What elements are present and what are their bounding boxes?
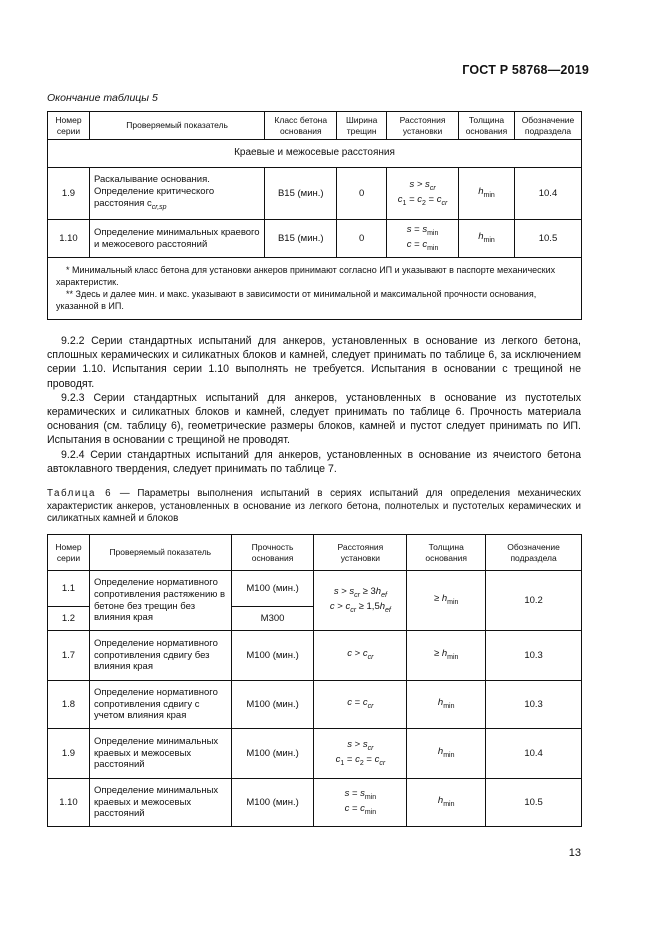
table-row (48, 729, 582, 779)
base-thickness: $h_{min}$ (407, 779, 486, 827)
table-row (48, 779, 582, 827)
table5-col-param: Проверяемый показатель (89, 112, 264, 140)
base-thickness: $h_{min}$ (459, 220, 515, 258)
series-number: 1.8 (48, 681, 90, 729)
table6-header-row (48, 535, 582, 571)
table-row (48, 681, 582, 729)
table5-footnote-row (48, 258, 582, 320)
footnote-2: ** Здесь и далее мин. и макс. указывают в зависимости от минимальной и максимальной прочности основания, указанной в ИП. (56, 289, 537, 312)
install-distance: $s > s_{cr}$ $c_1 = c_2 = c_{cr}$ (387, 168, 459, 220)
test-parameter: Определение нормативного сопротивления сдвигу с учетом влияния края (89, 681, 231, 729)
table5-col-crack: Ширина трещин (337, 112, 387, 140)
subsection-ref: 10.3 (486, 631, 582, 681)
install-distance: $s = s_{min}$ $c = c_{min}$ (387, 220, 459, 258)
table6-col-param: Проверяемый показатель (89, 535, 231, 571)
crack-width: 0 (337, 220, 387, 258)
table5-col-number: Номер серии (48, 112, 90, 140)
table6-col-subsection: Обозначение подраздела (486, 535, 582, 571)
base-strength: M300 (231, 607, 314, 631)
table5-caption: Окончание таблицы 5 (47, 92, 158, 104)
concrete-class: B15 (мин.) (265, 220, 337, 258)
test-parameter: Определение минимальных краевых и межосевых расстояний (89, 729, 231, 779)
table-5 (47, 111, 582, 320)
table6-label: Таблица 6 (47, 488, 113, 499)
subsection-ref: 10.4 (486, 729, 582, 779)
test-parameter: Раскалывание основания. Определение критического расстояния $c_{cr,sp}$ (89, 168, 264, 220)
table6-col-distance: Расстояния установки (314, 535, 407, 571)
base-strength: M100 (мин.) (231, 631, 314, 681)
test-parameter: Определение минимальных краевых и межосевых расстояний (89, 779, 231, 827)
series-number: 1.9 (48, 168, 90, 220)
test-parameter: Определение минимальных краевого и межосевого расстояний (89, 220, 264, 258)
table5-header-row (48, 112, 582, 140)
base-thickness: ≥ $h_{min}$ (407, 631, 486, 681)
base-strength: M100 (мин.) (231, 571, 314, 607)
series-number: 1.10 (48, 220, 90, 258)
table5-col-thickness: Толщина основания (459, 112, 515, 140)
concrete-class: B15 (мин.) (265, 168, 337, 220)
install-distance: $c > c_{cr}$ (314, 631, 407, 681)
series-number: 1.9 (48, 729, 90, 779)
base-thickness: $h_{min}$ (407, 729, 486, 779)
table6-col-thickness: Толщина основания (407, 535, 486, 571)
standard-number: ГОСТ Р 58768—2019 (462, 63, 589, 77)
table6-col-number: Номер серии (48, 535, 90, 571)
table6-col-strength: Прочность основания (231, 535, 314, 571)
table5-footnotes (48, 258, 582, 320)
install-distance: $s > s_{cr} \ge 3h_{ef}$ $c > c_{cr} \ge 1,5h_{ef}$ (314, 571, 407, 631)
table5-col-subsection: Обозначение подраздела (514, 112, 581, 140)
crack-width: 0 (337, 168, 387, 220)
table6-title: — Параметры выполнения испытаний в сериях испытаний для определения механических характеристик анкеров, установленных в основание из легкого бетона, полнотелых и пустотелых керамических и силикатных камней и блоков (47, 488, 581, 524)
page-number: 13 (568, 847, 581, 859)
paragraph-9-2-4: 9.2.4 Серии стандартных испытаний для анкеров, установленных в основание из ячеистого бетона автоклавного твердения, следует принимать по таблице 7. (47, 448, 581, 475)
subsection-ref: 10.4 (514, 168, 581, 220)
subsection-ref: 10.5 (486, 779, 582, 827)
body-text (47, 334, 581, 476)
install-distance: $s > s_{cr}$ $c_1 = c_2 = c_{cr}$ (314, 729, 407, 779)
base-thickness: ≥ $h_{min}$ (407, 571, 486, 631)
subsection-ref: 10.2 (486, 571, 582, 631)
subsection-ref: 10.5 (514, 220, 581, 258)
table-row (48, 571, 582, 607)
table6-caption (47, 488, 581, 526)
paragraph-9-2-2: 9.2.2 Серии стандартных испытаний для анкеров, установленных в основание из легкого бетона, сплошных керамических и силикатных блоков и камней, следует принимать по таблице 6, за исключением серии 1.10. Испытания серии 1.10 выполнять не требуется. Испытания в основании с трещиной не проводят. (47, 335, 581, 390)
base-strength: M100 (мин.) (231, 779, 314, 827)
test-parameter: Определение нормативного сопротивления сдвигу без влияния края (89, 631, 231, 681)
base-strength: M100 (мин.) (231, 729, 314, 779)
base-thickness: $h_{min}$ (459, 168, 515, 220)
test-parameter: Определение нормативного сопротивления растяжению в бетоне без трещин без влияния края (89, 571, 231, 631)
table5-col-distance: Расстояния установки (387, 112, 459, 140)
series-number: 1.10 (48, 779, 90, 827)
base-thickness: $h_{min}$ (407, 681, 486, 729)
series-number: 1.2 (48, 607, 90, 631)
base-strength: M100 (мин.) (231, 681, 314, 729)
series-number: 1.7 (48, 631, 90, 681)
table5-section-title: Краевые и межосевые расстояния (48, 140, 582, 168)
footnote-1: * Минимальный класс бетона для установки анкеров принимают согласно ИП и указывают в паспорте механических характеристик. (56, 265, 556, 288)
install-distance: $s = s_{min}$ $c = c_{min}$ (314, 779, 407, 827)
table-row (48, 220, 582, 258)
table5-col-class: Класс бетона основания (265, 112, 337, 140)
install-distance: $c = c_{cr}$ (314, 681, 407, 729)
table5-section-row (48, 140, 582, 168)
series-number: 1.1 (48, 571, 90, 607)
table-row (48, 631, 582, 681)
table-6 (47, 534, 582, 827)
table-row (48, 168, 582, 220)
paragraph-9-2-3: 9.2.3 Серии стандартных испытаний для анкеров, установленных в основание из пустотелых керамических и силикатных блоков и камней, следует принимать по таблице 6. Прочность материала основания (см. таблицу 6), геометрические размеры блоков, камней и пустот следует принимать по ИП. Испытания в основании с трещиной не проводят. (47, 391, 581, 447)
subsection-ref: 10.3 (486, 681, 582, 729)
